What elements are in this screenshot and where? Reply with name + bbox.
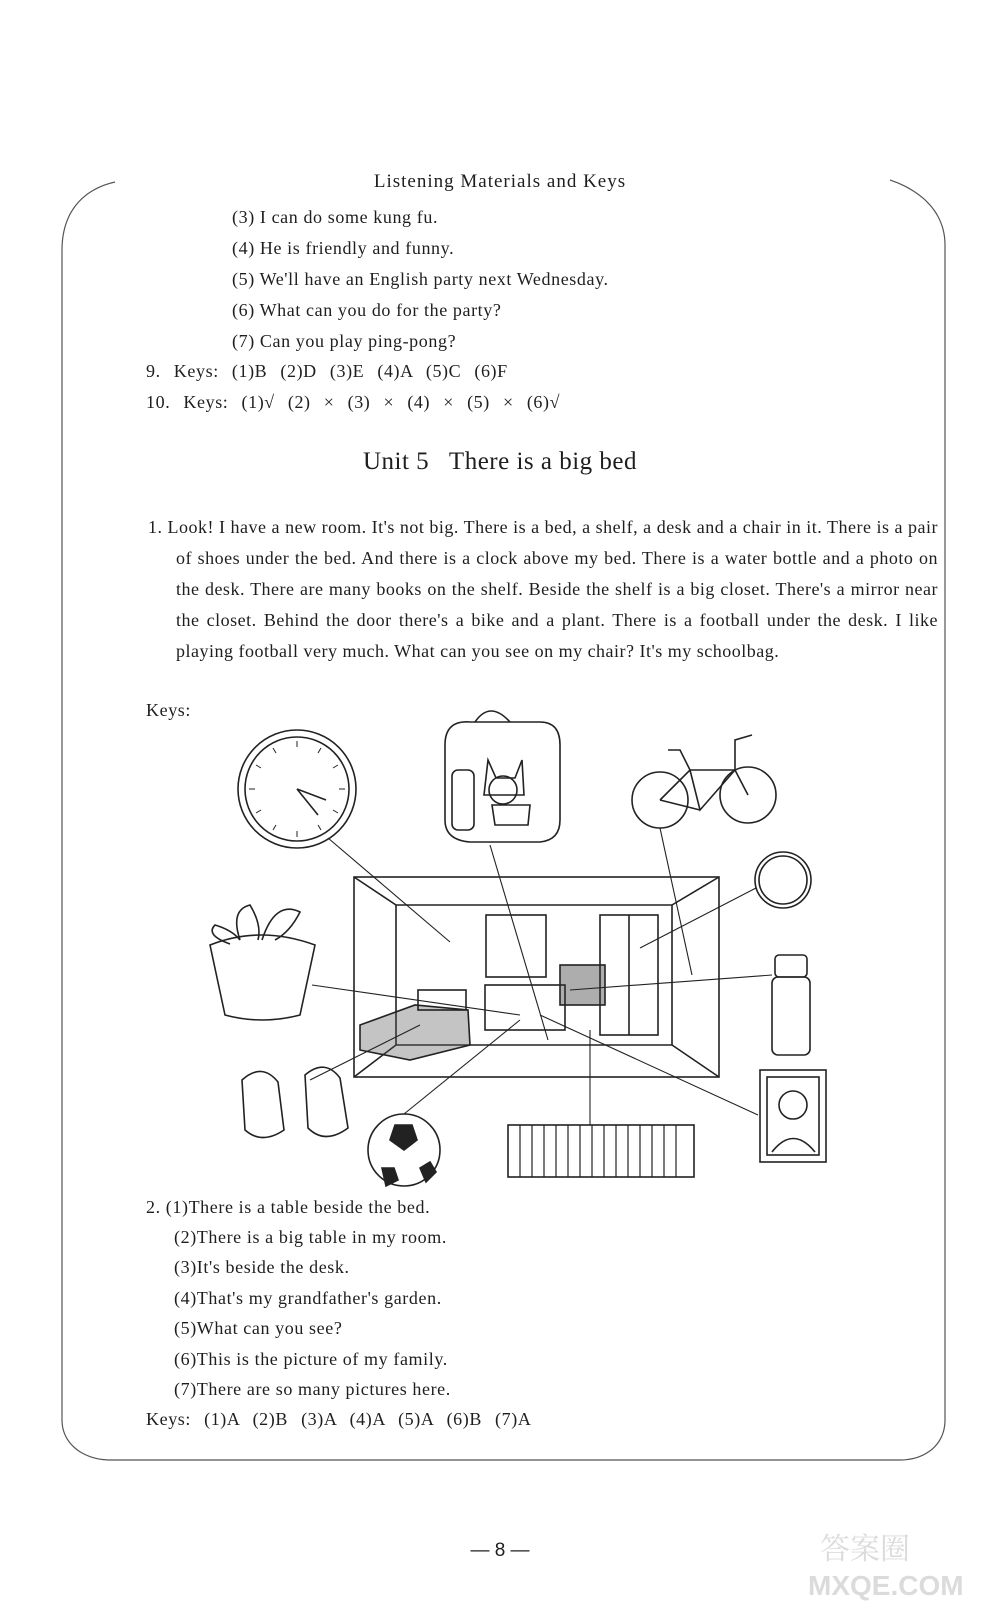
exercise-2-line-1: 2. (1)There is a table beside the bed. bbox=[146, 1197, 431, 1217]
watermark-logo bbox=[790, 1523, 990, 1603]
exercise-2-line-5: (5)What can you see? bbox=[174, 1318, 343, 1338]
exercise-2-line-7: (7)There are so many pictures here. bbox=[174, 1379, 451, 1399]
football-icon bbox=[368, 1114, 440, 1186]
line-4: (4) He is friendly and funny. bbox=[232, 238, 455, 258]
books-icon bbox=[508, 1125, 694, 1177]
line-7: (7) Can you play ping-pong? bbox=[232, 331, 457, 351]
exercise-2-line-3: (3)It's beside the desk. bbox=[174, 1257, 350, 1277]
exercise-1-keys-label: Keys: bbox=[146, 700, 191, 720]
water-bottle-icon bbox=[772, 955, 810, 1055]
page-number: — 8 — bbox=[470, 1540, 530, 1561]
keys-10: 10. Keys: (1)√ (2) × (3) × (4) × (5) × (6)√ bbox=[146, 392, 561, 412]
exercise-2-line-4: (4)That's my grandfather's garden. bbox=[174, 1288, 442, 1308]
bike-icon bbox=[632, 735, 776, 828]
schoolbag-icon bbox=[445, 711, 560, 842]
shoes-icon bbox=[242, 1067, 348, 1137]
unit-title: Unit 5 There is a big bed bbox=[362, 448, 638, 475]
line-3: (3) I can do some kung fu. bbox=[232, 207, 439, 227]
exercise-2-keys: Keys: (1)A (2)B (3)A (4)A (5)A (6)B (7)A bbox=[146, 1409, 532, 1429]
clock-icon bbox=[238, 730, 356, 848]
page-header: Listening Materials and Keys bbox=[373, 171, 627, 192]
photo-icon bbox=[760, 1070, 826, 1162]
line-5: (5) We'll have an English party next Wednesday. bbox=[232, 269, 609, 289]
exercise-2-line-2: (2)There is a big table in my room. bbox=[174, 1227, 447, 1247]
keys-9: 9. Keys: (1)B (2)D (3)E (4)A (5)C (6)F bbox=[146, 361, 508, 381]
watermark-label: MXQE.COM bbox=[808, 1570, 964, 1601]
watermark-cn: 答案圈 bbox=[820, 1533, 910, 1566]
plant-icon bbox=[210, 905, 315, 1020]
line-6: (6) What can you do for the party? bbox=[232, 300, 502, 320]
exercise-2-line-6: (6)This is the picture of my family. bbox=[174, 1349, 448, 1369]
exercise-1-paragraph: 1. Look! I have a new room. It's not big. There is a bed, a shelf, a desk and a chair in it. There is a pair of shoes under the bed. And there is a clock above my bed. There is a water bottle and a photo on the desk. There are many books on the shelf. Beside the shelf is a big closet. There's a mirror near the closet. Behind the door there's a bike and a plant. There is a football under the desk. I like playing football very much. What can you see on my chair? It's my schoolbag. bbox=[148, 517, 938, 661]
mirror-icon bbox=[755, 852, 811, 908]
